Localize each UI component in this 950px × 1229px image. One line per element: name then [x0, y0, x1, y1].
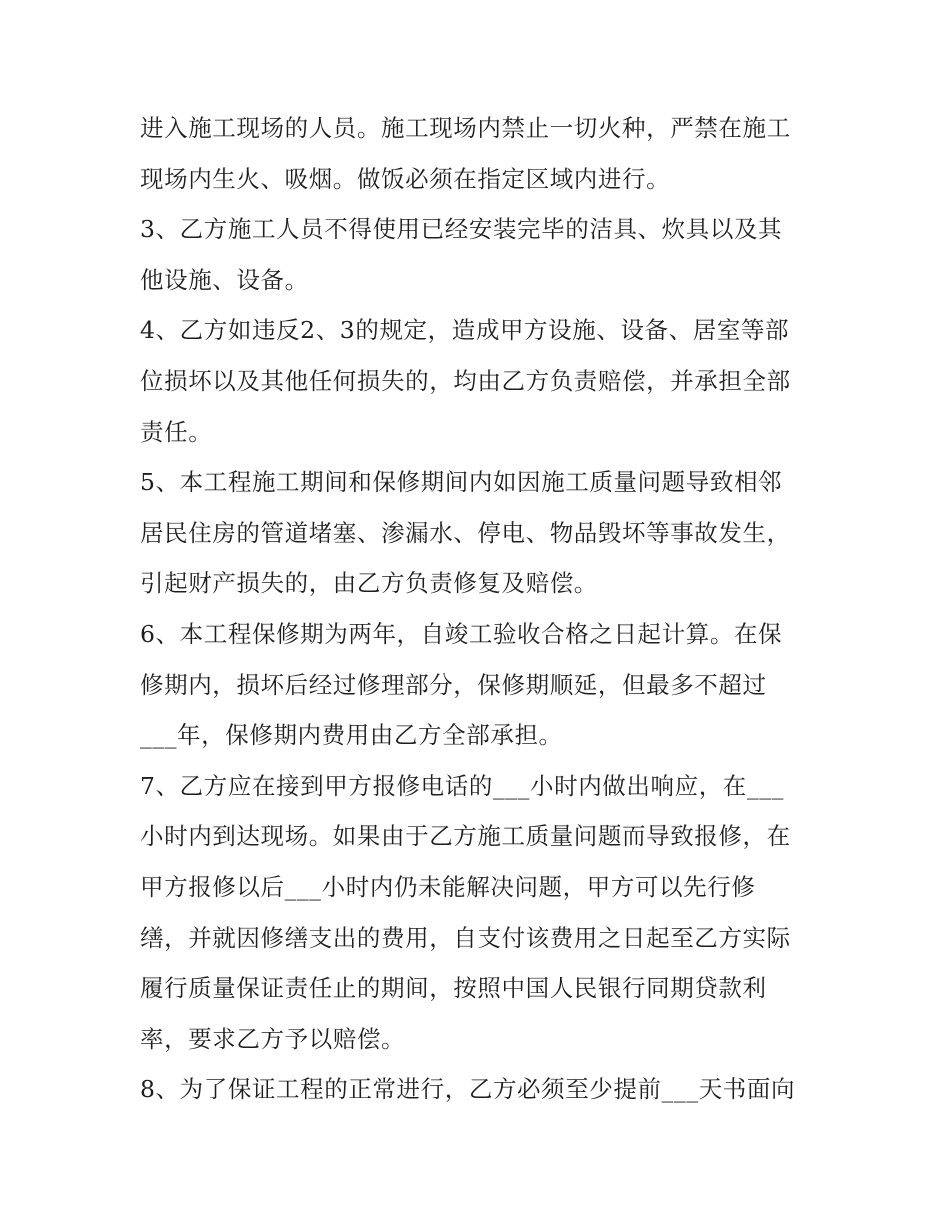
text-line: 履行质量保证责任止的期间，按照中国人民银行同期贷款利 [140, 974, 767, 1003]
text-line: 责任。 [140, 417, 213, 446]
text-line: 现场内生火、吸烟。做饭必须在指定区域内进行。 [140, 164, 671, 193]
text-line: 进入施工现场的人员。施工现场内禁止一切火种，严禁在施工 [140, 114, 791, 142]
text-line: 甲方报修以后___小时内仍未能解决问题，甲方可以先行修 [140, 872, 756, 901]
text-line: 8、为了保证工程的正常进行，乙方必须至少提前___天书面向 [140, 1075, 796, 1104]
text-line: 位损坏以及其他任何损失的，均由乙方负责赔偿，并承担全部 [140, 366, 791, 395]
text-line: 居民住房的管道堵塞、渗漏水、停电、物品毁坏等事故发生， [140, 518, 791, 547]
text-line: ___年，保修期内费用由乙方全部承担。 [140, 721, 563, 750]
text-line: 3、乙方施工人员不得使用已经安装完毕的洁具、炊具以及其 [140, 215, 783, 244]
text-line: 修期内，损坏后经过修理部分，保修期顺延，但最多不超过 [140, 670, 767, 699]
text-line: 引起财产损失的，由乙方负责修复及赔偿。 [140, 569, 598, 598]
text-line: 4、乙方如违反2、3的规定，造成甲方设施、设备、居室等部 [140, 316, 790, 345]
text-line: 小时内到达现场。如果由于乙方施工质量问题而导致报修，在 [140, 822, 791, 851]
document-body [140, 103, 820, 1115]
text-line: 缮，并就因修缮支出的费用，自支付该费用之日起至乙方实际 [140, 923, 791, 952]
text-line: 他设施、设备。 [140, 265, 309, 294]
text-line: 6、本工程保修期为两年，自竣工验收合格之日起计算。在保 [140, 619, 783, 648]
text-line: 7、乙方应在接到甲方报修电话的___小时内做出响应，在___ [140, 771, 784, 800]
text-line: 率，要求乙方予以赔偿。 [140, 1024, 406, 1053]
text-line: 5、本工程施工期间和保修期间内如因施工质量问题导致相邻 [140, 468, 783, 497]
